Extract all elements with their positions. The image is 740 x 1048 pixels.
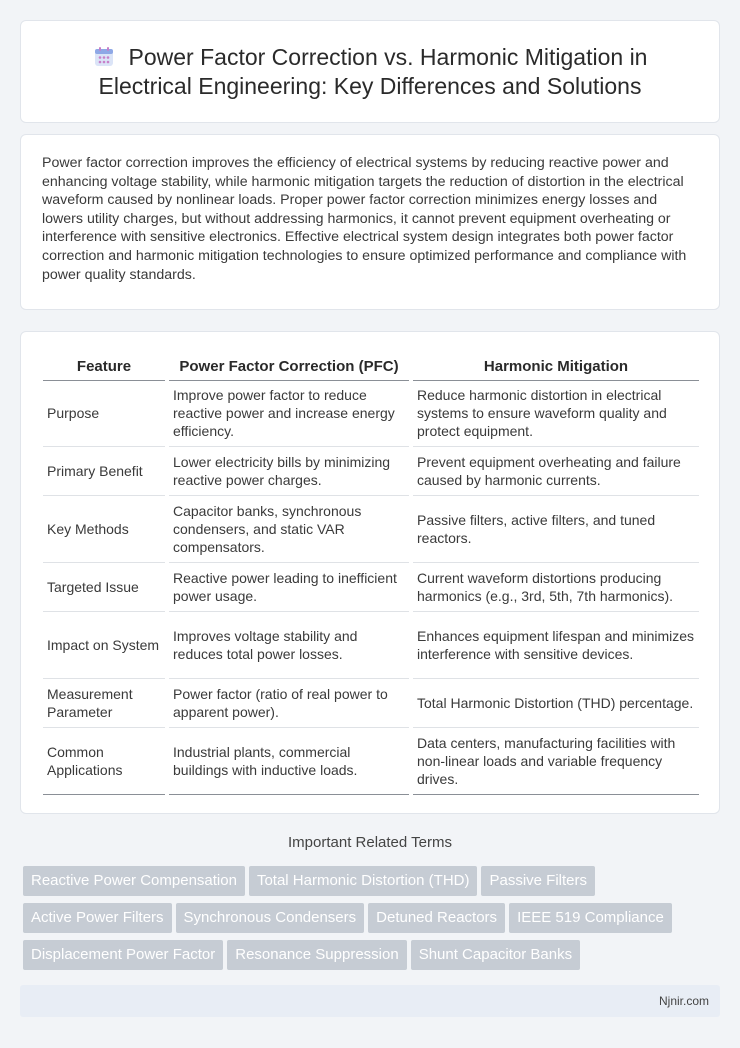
table-cell-feature: Common Applications <box>43 728 165 795</box>
table-cell-pfc: Power factor (ratio of real power to apparent power). <box>169 679 409 728</box>
table-cell-feature: Impact on System <box>43 612 165 679</box>
table-cell-feature: Key Methods <box>43 496 165 563</box>
table-row <box>43 496 699 563</box>
related-term-tag[interactable]: Displacement Power Factor <box>23 940 223 970</box>
footer <box>20 985 720 1017</box>
table-cell-harmonic: Data centers, manufacturing facilities with non-linear loads and variable frequency drives. <box>413 728 699 795</box>
page-title-text: Power Factor Correction vs. Harmonic Mitigation in Electrical Engineering: Key Differences and Solutions <box>98 44 648 99</box>
intro-card <box>20 134 720 310</box>
table-cell-feature: Purpose <box>43 381 165 447</box>
table-header-harmonic: Harmonic Mitigation <box>413 349 699 381</box>
related-term-tag[interactable]: Reactive Power Compensation <box>23 866 245 896</box>
table-header-feature: Feature <box>43 349 165 381</box>
table-row <box>43 381 699 447</box>
related-term-tag[interactable]: Shunt Capacitor Banks <box>411 940 580 970</box>
related-term-tag[interactable]: Detuned Reactors <box>368 903 505 933</box>
table-cell-pfc: Capacitor banks, synchronous condensers, and static VAR compensators. <box>169 496 409 563</box>
intro-paragraph: Power factor correction improves the efficiency of electrical systems by reducing reactive power and enhancing voltage stability, while harmonic mitigation targets the reduction of distortion in the electrical waveform caused by nonlinear loads. Proper power factor correction minimizes energy losses and lowers utility charges, but without addressing harmonics, it cannot prevent equipment overheating or interference with sensitive electronics. Effective electrical system design integrates both power factor correction and harmonic mitigation technologies to ensure optimized performance and compliance with power quality standards. <box>42 155 687 283</box>
title-card <box>20 20 720 123</box>
footer-brand[interactable]: Njnir.com <box>658 994 709 1008</box>
table-cell-harmonic: Enhances equipment lifespan and minimizes interference with sensitive devices. <box>413 612 699 679</box>
table-cell-harmonic: Current waveform distortions producing harmonics (e.g., 3rd, 5th, 7th harmonics). <box>413 563 699 612</box>
related-term-tag[interactable]: Resonance Suppression <box>227 940 406 970</box>
related-term-tag[interactable]: Passive Filters <box>481 866 595 896</box>
related-term-tag[interactable]: Active Power Filters <box>23 903 172 933</box>
table-header-row <box>43 349 699 381</box>
related-terms-list <box>23 866 723 977</box>
page-title <box>51 43 689 101</box>
table-row <box>43 447 699 496</box>
table-cell-harmonic: Passive filters, active filters, and tuned reactors. <box>413 496 699 563</box>
table-row <box>43 563 699 612</box>
related-term-tag[interactable]: Synchronous Condensers <box>176 903 365 933</box>
related-term-tag[interactable]: IEEE 519 Compliance <box>509 903 672 933</box>
table-row <box>43 612 699 679</box>
comparison-table-card <box>20 331 720 814</box>
table-cell-pfc: Improve power factor to reduce reactive power and increase energy efficiency. <box>169 381 409 447</box>
table-row <box>43 728 699 795</box>
table-cell-harmonic: Total Harmonic Distortion (THD) percentage. <box>413 679 699 728</box>
related-terms-title: Important Related Terms <box>288 834 452 851</box>
table-cell-feature: Measurement Parameter <box>43 679 165 728</box>
table-cell-harmonic: Prevent equipment overheating and failure caused by harmonic currents. <box>413 447 699 496</box>
table-cell-harmonic: Reduce harmonic distortion in electrical systems to ensure waveform quality and protect equipment. <box>413 381 699 447</box>
table-header-pfc: Power Factor Correction (PFC) <box>169 349 409 381</box>
table-cell-pfc: Industrial plants, commercial buildings with inductive loads. <box>169 728 409 795</box>
table-cell-feature: Primary Benefit <box>43 447 165 496</box>
table-cell-feature: Targeted Issue <box>43 563 165 612</box>
table-row <box>43 679 699 728</box>
table-cell-pfc: Reactive power leading to inefficient power usage. <box>169 563 409 612</box>
table-cell-pfc: Lower electricity bills by minimizing reactive power charges. <box>169 447 409 496</box>
table-cell-pfc: Improves voltage stability and reduces total power losses. <box>169 612 409 679</box>
calendar-icon <box>93 46 115 68</box>
comparison-table <box>39 349 703 795</box>
related-term-tag[interactable]: Total Harmonic Distortion (THD) <box>249 866 478 896</box>
